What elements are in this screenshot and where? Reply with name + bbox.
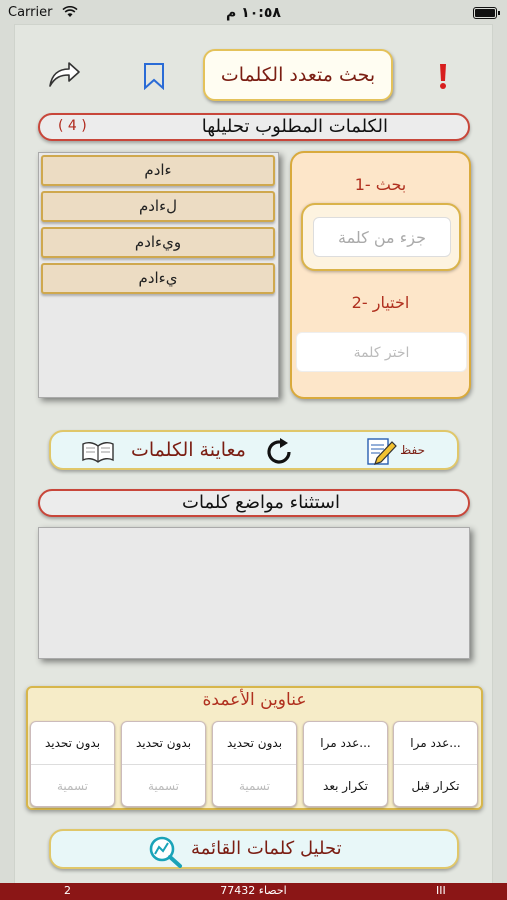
pick-step-label: 2- اختيار — [351, 293, 410, 312]
analyze-list-button[interactable] — [49, 829, 459, 869]
column-titles-panel — [26, 686, 483, 810]
edit-note-icon[interactable] — [365, 436, 397, 468]
save-label[interactable]: حفظ — [400, 443, 425, 457]
bookmark-icon[interactable] — [143, 62, 165, 90]
search-step-label: 1- بحث — [354, 175, 407, 194]
column-slot-name[interactable]: تسمية — [238, 779, 271, 793]
footer-page-number: 2 — [64, 884, 71, 897]
status-bar — [0, 0, 507, 26]
column-titles-label: عناوين الأعمدة — [202, 690, 307, 710]
search-input[interactable]: جزء من كلمة — [313, 217, 451, 257]
search-input-frame — [301, 203, 461, 271]
clock: ١٠:٥٨ م — [226, 5, 281, 21]
search-panel — [290, 151, 471, 399]
column-slot-value[interactable]: عدد مرا... — [394, 722, 477, 765]
carrier-label: Carrier — [8, 5, 53, 20]
footer-menu-icon[interactable]: III — [436, 884, 446, 897]
words-section-label: الكلمات المطلوب تحليلها — [201, 116, 388, 137]
column-slot-1[interactable] — [393, 721, 478, 807]
column-slot-value[interactable]: بدون تحديد — [31, 722, 114, 765]
column-slot-value[interactable]: عدد مرا... — [304, 722, 387, 765]
column-slot-4[interactable] — [121, 721, 206, 807]
column-slot-name[interactable]: تسمية — [56, 779, 89, 793]
column-slot-name[interactable]: تكرار قبل — [411, 779, 460, 793]
preview-words-button[interactable] — [49, 430, 459, 470]
footer-bar — [0, 883, 507, 900]
words-count-badge: ( 4 ) — [58, 118, 87, 134]
refresh-icon[interactable] — [263, 436, 295, 468]
words-section-header — [38, 113, 470, 141]
preview-words-label: معاينة الكلمات — [131, 439, 246, 461]
column-slot-3[interactable] — [212, 721, 297, 807]
column-slot-value[interactable]: بدون تحديد — [122, 722, 205, 765]
column-slot-value[interactable]: بدون تحديد — [213, 722, 296, 765]
list-item[interactable]: ءادم — [41, 155, 275, 186]
list-item[interactable]: يءادم — [41, 263, 275, 294]
column-slot-5[interactable] — [30, 721, 115, 807]
column-slot-2[interactable] — [303, 721, 388, 807]
list-item[interactable]: لءادم — [41, 191, 275, 222]
exclude-section-label: استثناء مواضع كلمات — [182, 492, 340, 513]
footer-stats: احصاء 77432 — [220, 884, 287, 897]
analyze-list-label: تحليل كلمات القائمة — [191, 838, 342, 859]
column-slot-name[interactable]: تسمية — [147, 779, 180, 793]
magnifier-chart-icon — [147, 834, 183, 868]
words-list[interactable] — [38, 152, 279, 398]
open-book-icon — [81, 438, 115, 464]
column-slot-name[interactable]: تكرار بعد — [323, 779, 368, 793]
exclude-section-header — [38, 489, 470, 517]
alert-icon[interactable] — [436, 62, 450, 90]
page-title: بحث متعدد الكلمات — [203, 49, 393, 101]
battery-icon — [473, 7, 497, 19]
list-item[interactable]: ويءادم — [41, 227, 275, 258]
pick-word-field[interactable]: اختر كلمة — [296, 332, 467, 372]
excluded-words-list[interactable] — [38, 527, 470, 659]
share-arrow-icon[interactable] — [47, 59, 81, 89]
